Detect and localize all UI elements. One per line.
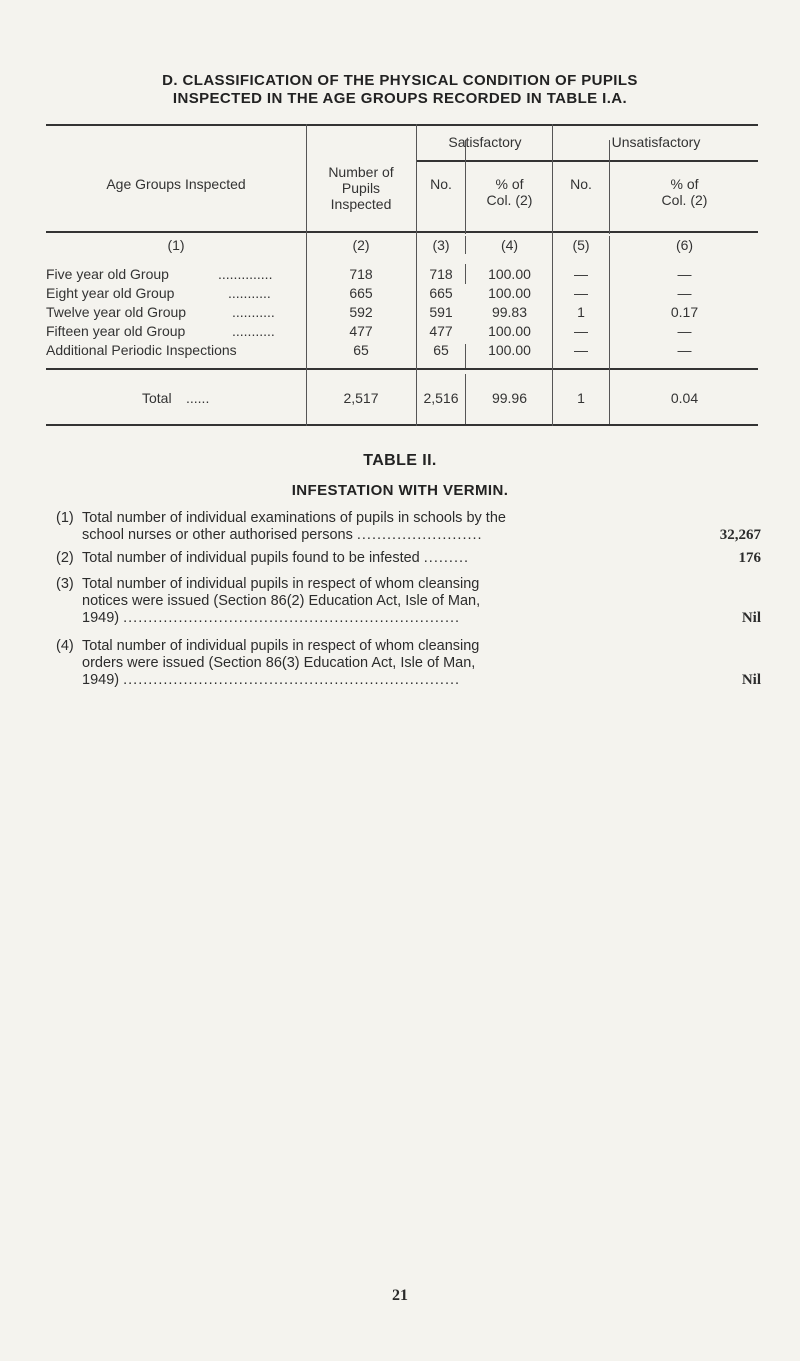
table-row-unsat-pct: — [677,323,692,339]
item-value: Nil [741,610,761,626]
table-row-sat-pct: 100.00 [488,323,531,339]
list-item: (3) Total number of individual pupils in respect of whom cleansing notices were issued (Section 86(2) Education Act, Isle of Man, 1949) ................................................................... Nil [56,576,761,626]
table-row-unsat-pct: 0.17 [670,304,699,320]
col-divider-2 [416,124,417,426]
item-text-line1: Total number of individual pupils found to be infested [82,550,420,566]
total-sat-pct: 99.96 [491,390,528,406]
table-row-sat-pct: 100.00 [488,342,531,358]
table1-title-line1: D. CLASSIFICATION OF THE PHYSICAL CONDITION OF PUPILS [162,72,638,89]
table2-subtitle: INFESTATION WITH VERMIN. [291,482,509,499]
col-divider-3-c [465,344,466,368]
total-pupils: 2,517 [343,390,379,406]
total-top-rule [46,368,758,370]
table-row-pupils: 718 [349,266,373,282]
table-row-sat-pct: 100.00 [488,285,531,301]
table-row-unsat-no: — [574,266,588,282]
table-row-unsat-no: — [574,285,588,301]
table-row-unsat-no: 1 [577,304,585,320]
physical-condition-table: Age Groups Inspected Number of Pupils Inspected Satisfactory Unsatisfactory No. % of Col. (2) No. % of Col. (2) (1) (2) (3) (4) (5) (6) Five year old Group .............. 718 718 100.00 — — Eight year old Group ........... 665 665 100.00 — — Twelve year old Group ........... 592 591 99.83 1 0.17 Fifteen year old Group ........... 477 477 100.00 — — Additional Periodic Inspections 65 65 100.00 — — Total ...... 2,517 2,516 99.96 1 0.04 [46,124,758,426]
item-text-line3: 1949) [82,672,120,688]
colnum-5: (5) [572,237,590,253]
item-number: (1) [56,510,74,526]
table-row-unsat-no: — [574,323,588,339]
table-row-pupils: 592 [349,304,373,320]
item-text-line2: orders were issued (Section 86(3) Education Act, Isle of Man, [82,655,476,671]
col-divider-5-header [609,140,610,234]
col-divider-3-a [465,236,466,254]
item-value: 32,267 [719,527,761,543]
header-unsat-no: No. [570,176,592,192]
page-number: 21 [392,1287,408,1304]
col-divider-4 [552,124,553,426]
header-sat-no: No. [430,176,452,192]
table-row-unsat-pct: — [677,285,692,301]
item-text-line1: Total number of individual pupils in respect of whom cleansing [82,638,480,654]
col-divider-3-b [465,264,466,284]
item-number: (3) [56,576,74,592]
table-row-label: Fifteen year old Group [46,323,186,339]
table1-title-line2: INSPECTED IN THE AGE GROUPS RECORDED IN TABLE I.A. [172,90,628,107]
table-row-sat-no: 591 [429,304,453,320]
table-row-sat-no: 665 [429,285,453,301]
colnum-2: (2) [352,237,370,253]
table-row-label: Five year old Group [46,266,169,282]
item-text-line1: Total number of individual pupils in respect of whom cleansing [82,576,480,592]
header-unsatisfactory: Unsatisfactory [611,134,701,150]
list-item: (1) Total number of individual examinations of pupils in schools by the school nurses or other authorised persons ......................... 32,267 [56,510,761,543]
table-row-sat-no: 718 [429,266,453,282]
header-bottom-rule [46,231,758,233]
col-divider-3-header [465,140,466,234]
item-number: (4) [56,638,74,654]
col-divider-3-d [465,374,466,424]
table-row-pupils: 477 [349,323,373,339]
table-row-sat-no: 65 [433,342,449,358]
colnum-4: (4) [500,237,519,253]
total-label: Total [142,390,172,406]
header-age-groups: Age Groups Inspected [106,176,246,192]
item-value: 176 [738,550,761,566]
table-row-unsat-pct: — [677,266,692,282]
col-divider-1 [306,124,307,426]
item-text-line2: school nurses or other authorised persons [82,527,353,543]
colnum-1: (1) [167,237,185,253]
bottom-rule [46,424,758,426]
table2-title: TABLE II. [363,452,437,469]
total-sat-no: 2,516 [423,390,459,406]
item-text-line1: Total number of individual examinations of pupils in schools by the [82,510,506,526]
total-unsat-pct: 0.04 [670,390,699,406]
table-row-label: Eight year old Group [46,285,175,301]
header-number-line2: Pupils [341,180,381,196]
table-row-pupils: 65 [353,342,369,358]
header-unsat-pct-line2: Col. (2) [661,192,708,208]
header-number-line3: Inspected [330,196,392,212]
col-divider-5-total [609,374,610,424]
header-number-line1: Number of [328,164,394,180]
colnum-6: (6) [675,237,694,253]
item-value: Nil [741,672,761,688]
header-sat-pct-line1: % of [495,176,524,192]
total-unsat-no: 1 [577,390,585,406]
table-row-sat-pct: 99.83 [491,304,528,320]
header-satisfactory: Satisfactory [448,134,522,150]
table-row-label: Additional Periodic Inspections [46,342,237,358]
colnum-3: (3) [432,237,450,253]
table-row-label: Twelve year old Group [46,304,187,320]
list-item: (2) Total number of individual pupils found to be infested ......... 176 [56,550,761,566]
col-divider-5-body [609,236,610,374]
table-row-sat-no: 477 [429,323,453,339]
table-row-unsat-pct: — [677,342,692,358]
header-sat-pct-line2: Col. (2) [486,192,533,208]
item-number: (2) [56,550,74,566]
top-rule [46,124,758,126]
table-row-pupils: 665 [349,285,373,301]
table-row-sat-pct: 100.00 [488,266,531,282]
item-text-line3: 1949) [82,610,120,626]
list-item: (4) Total number of individual pupils in respect of whom cleansing orders were issued (Section 86(3) Education Act, Isle of Man, 1949) ................................................................... Nil [56,638,761,688]
header-unsat-pct-line1: % of [670,176,699,192]
table-row-unsat-no: — [574,342,588,358]
sub-header-rule [416,160,758,162]
item-text-line2: notices were issued (Section 86(2) Education Act, Isle of Man, [82,593,481,609]
